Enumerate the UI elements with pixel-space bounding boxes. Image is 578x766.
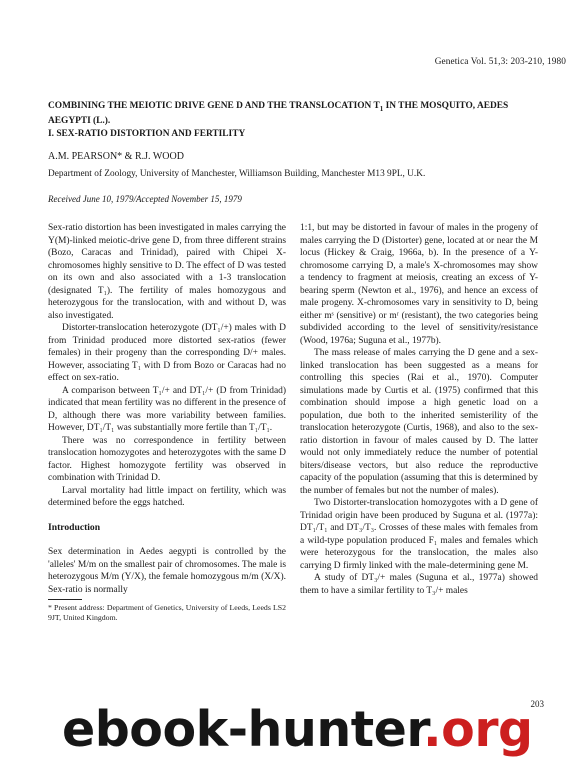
received-dates: Received June 10, 1979/Accepted November 15, 1979	[48, 194, 242, 204]
title-line-1: COMBINING THE MEIOTIC DRIVE GENE D AND THE TRANSLOCATION $T_1$ IN THE MOSQUITO, AEDES	[48, 101, 509, 113]
title-line-2: AEGYPTI (L.).	[48, 116, 111, 127]
abstract-paragraph-1: Sex-ratio distortion has been investigated in males carrying the Y(M)-linked meiotic-drive gene D, from three different strains (Bozo, Caracas and Trinidad), paired with Chipei X-chromosomes highly sensitive to D. The effect of D was tested on its own and also associated with a 1-3 translocation (designated T₁). The fertility of males homozygous and heterozygous for the translocation, with and without D, was also investigated.	[48, 223, 286, 321]
abstract-paragraph-4: There was no correspondence in fertility between translocation homozygotes and heterozygotes with the same D factor. Highest homozygote fertility was observed in combination with Trinidad D.	[48, 435, 286, 483]
watermark-text: ebook-hunter	[62, 701, 424, 758]
intro-paragraph-4: Two Distorter-translocation homozygotes with a D gene of Trinidad origin have been produced by Suguna et al. (1977a): DT₁/T₁ and DT₃/T₃. Crosses of these males with females from a wild-type population produced F₁ males and females which were heterozygous for the translocation, the males also carrying D firmly linked with the male-determining gene M.	[300, 498, 538, 571]
footnote: * Present address: Department of Genetics, University of Leeds, Leeds LS2 9JT, United Kingdom.	[48, 603, 286, 622]
intro-paragraph-1: Sex determination in Aedes aegypti is controlled by the 'alleles' M/m on the smallest pair of chromosomes. The male is heterozygous M/m (Y/X), the female homozygous m/m (X/X). Sex-ratio is normally	[48, 547, 286, 595]
intro-paragraph-5: A study of DT₃/+ males (Suguna et al., 1977a) showed them to have a similar fertility to T₃/+ males	[300, 573, 538, 596]
page-number: 203	[530, 699, 544, 709]
journal-citation: Genetica Vol. 51,3: 203-210, 1980	[434, 57, 566, 67]
title-line-3: I. SEX-RATIO DISTORTION AND FERTILITY	[48, 128, 246, 139]
right-column	[300, 222, 538, 597]
article-title	[48, 100, 568, 140]
intro-paragraph-2: 1:1, but may be distorted in favour of males in the progeny of males carrying the D (Distorter) gene, located at or near the M locus (Hickey & Craig, 1966a, b). In the presence of a Y-chromosome carrying D, a male's X-chromosomes may show a tendency to fragment at meiosis, creating an excess of Y-bearing sperm (Newton et al., 1976), and hence an excess of male progeny. X-chromosomes vary in sensitivity to D, being either mˢ (sensitive) or mʳ (resistant), the two categories being subdivided according to the level of sensitivity/resistance (Wood, 1976a; Suguna et al., 1977b).	[300, 223, 538, 346]
abstract-paragraph-2: Distorter-translocation heterozygote (DT₁/+) males with D from Trinidad produced more distorted sex-ratios (fewer females) in their progeny than the corresponding D/+ males. However, associating T₁ with D from Bozo or Caracas had no effect on sex-ratio.	[48, 323, 286, 383]
watermark-logo	[62, 700, 572, 760]
section-heading-introduction: Introduction	[48, 521, 101, 533]
authors: A.M. PEARSON* & R.J. WOOD	[48, 151, 184, 162]
footnote-rule	[48, 599, 82, 600]
affiliation: Department of Zoology, University of Manchester, Williamson Building, Manchester M13 9PL, U.K.	[48, 169, 426, 179]
watermark-domain: .org	[423, 701, 533, 758]
left-column	[48, 222, 286, 623]
abstract-paragraph-5: Larval mortality had little impact on fertility, which was determined before the eggs hatched.	[48, 485, 286, 508]
intro-paragraph-3: The mass release of males carrying the D gene and a sex-linked translocation has been suggested as a means for controlling this species (Rai et al., 1970). Computer simulations made by Curtis et al. (1975) confirmed that this combination should impose a high genetic load on a population, due both to the inherited semisterility of the translocation heterozygote (Curtis, 1968), and also to the sex-ratio distortion in favour of males caused by D. The latter would not only immediately reduce the number of potential biters/disease vectors, but also reduce the reproductive capacity of the population (assuming that this is determined by the number of females but not the number of males).	[300, 348, 538, 496]
abstract-paragraph-3: A comparison between T₁/+ and DT₁/+ (D from Trinidad) indicated that mean fertility was no different in the presence of D, although there was more variability between families. However, DT₁/T₁ was substantially more fertile than T₁/T₁.	[48, 385, 286, 433]
